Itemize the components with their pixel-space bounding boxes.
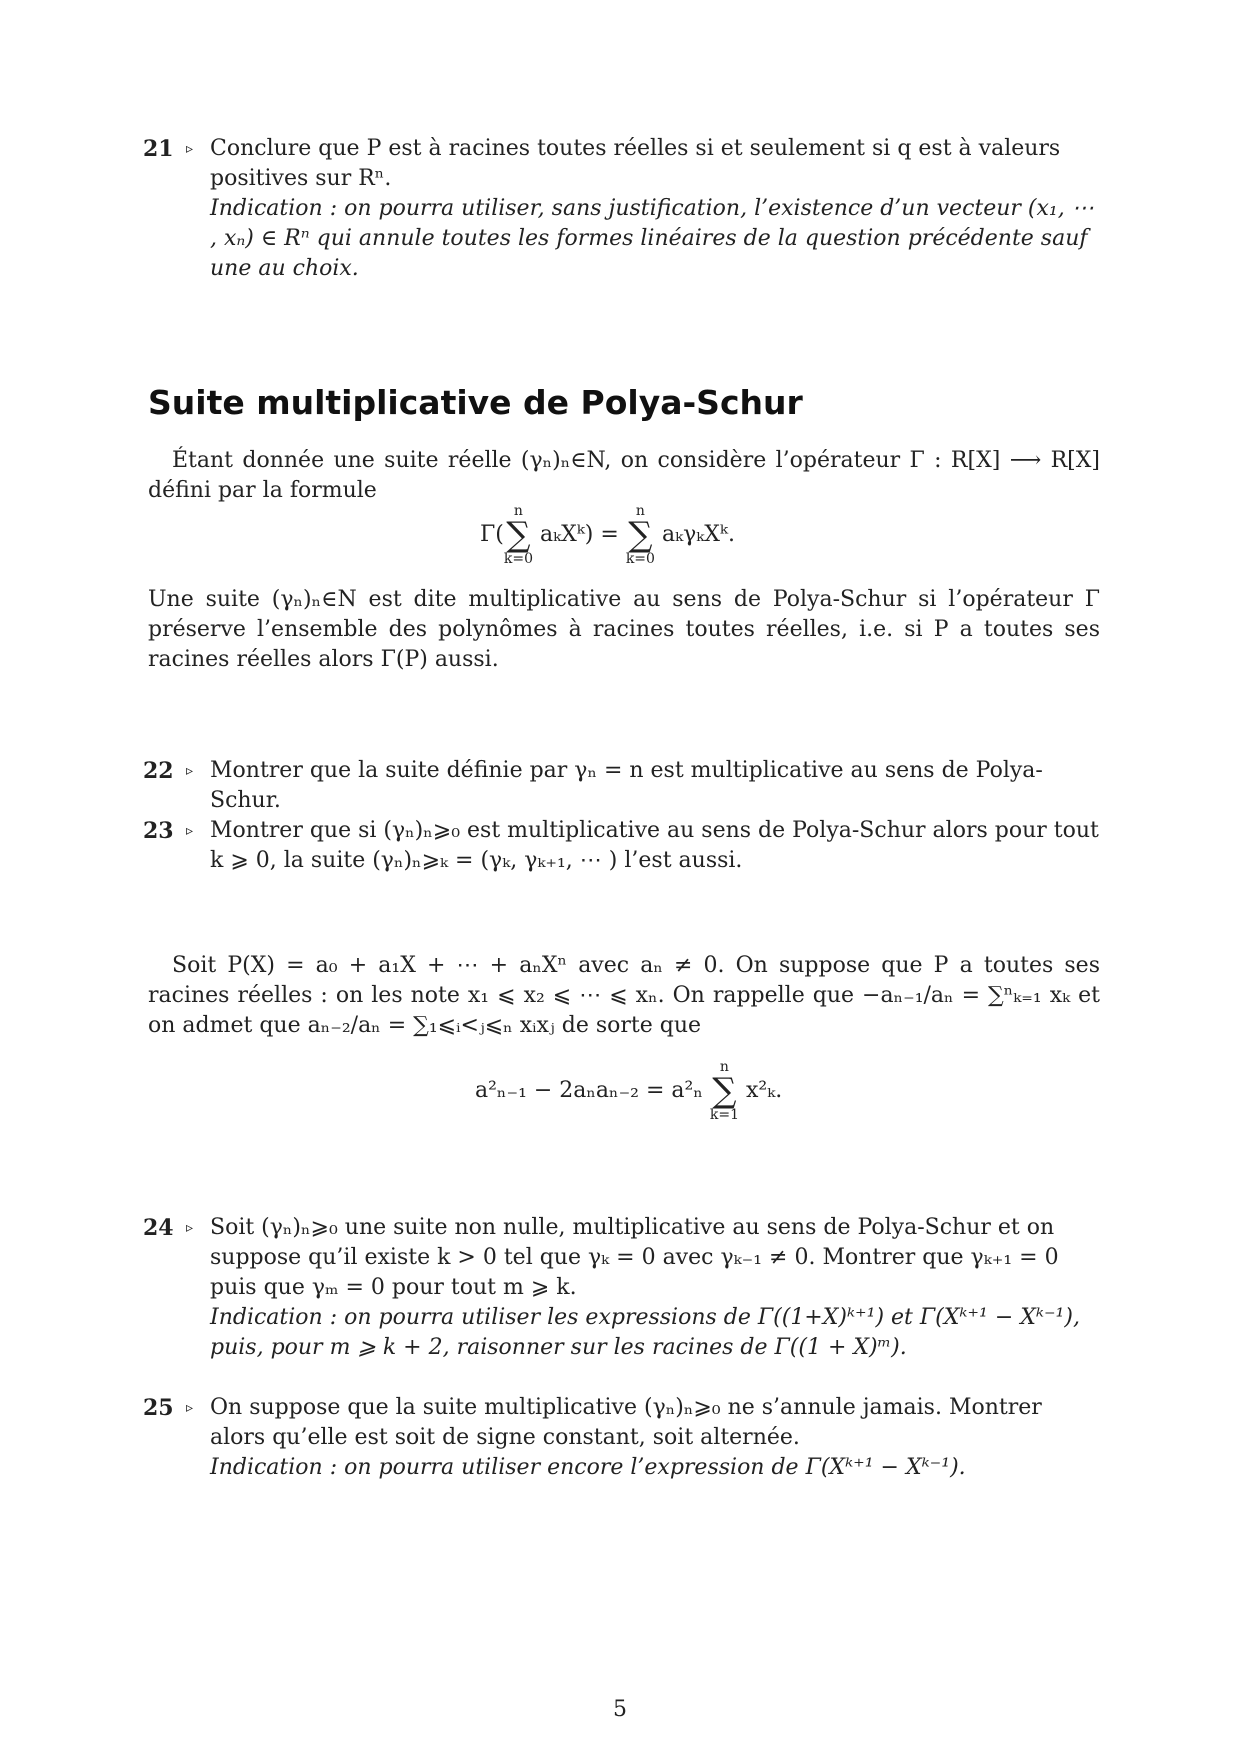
section-title: Suite multiplicative de Polya-Schur	[148, 383, 803, 422]
question-number: 25	[143, 1395, 174, 1421]
soit-paragraph: Soit P(X) = a₀ + a₁X + ⋯ + aₙXⁿ avec aₙ ≠ 0. On suppose que P a toutes ses racines réelles : on les note x₁ ⩽ x₂ ⩽ ⋯ ⩽ xₙ. On rappelle que −aₙ₋₁/aₙ = ∑ⁿₖ₌₁ xₖ et on admet que aₙ₋₂/aₙ = ∑₁⩽ᵢ<ⱼ⩽ₙ xᵢxⱼ de sorte que	[148, 953, 1100, 1038]
sum-formula: a²ₙ₋₁ − 2aₙaₙ₋₂ = a²ₙ n ∑ k=1 x²ₖ.	[475, 1059, 783, 1123]
question-22	[143, 756, 1101, 816]
sum-symbol: n ∑ k=1	[709, 1059, 739, 1123]
arrow-icon: ▹	[186, 1220, 194, 1236]
question-number: 24	[143, 1215, 174, 1241]
question-hint: Indication : on pourra utiliser les expressions de Γ((1+X)ᵏ⁺¹) et Γ(Xᵏ⁺¹ − Xᵏ⁻¹), puis, pour m ⩾ k + 2, raisonner sur les racines de Γ((1 + X)ᵐ).	[210, 1305, 1080, 1360]
arrow-icon: ▹	[186, 823, 194, 839]
question-hint: Indication : on pourra utiliser encore l’expression de Γ(Xᵏ⁺¹ − Xᵏ⁻¹).	[210, 1455, 966, 1480]
intro-paragraph: Étant donnée une suite réelle (γₙ)ₙ∈N, on considère l’opérateur Γ : R[X] ⟶ R[X] défini par la formule	[148, 448, 1100, 503]
question-number: 21	[143, 136, 174, 162]
arrow-icon: ▹	[186, 141, 194, 157]
question-text: On suppose que la suite multiplicative (γₙ)ₙ⩾₀ ne s’annule jamais. Montrer alors qu’elle est soit de signe constant, soit alternée.	[210, 1395, 1042, 1450]
sum-symbol: n ∑ k=0	[503, 503, 533, 567]
question-23	[143, 816, 1101, 876]
question-text: Soit (γₙ)ₙ⩾₀ une suite non nulle, multiplicative au sens de Polya-Schur et on suppose qu’il existe k > 0 tel que γₖ = 0 avec γₖ₋₁ ≠ 0. Montrer que γₖ₊₁ = 0 puis que γₘ = 0 pour tout m ⩾ k.	[210, 1215, 1059, 1300]
question-number: 23	[143, 818, 174, 844]
question-24	[143, 1213, 1101, 1363]
page-number: 5	[613, 1697, 627, 1722]
sum-symbol: n ∑ k=0	[625, 503, 655, 567]
question-21	[143, 134, 1101, 284]
question-text: Conclure que P est à racines toutes réelles si et seulement si q est à valeurs positives sur Rⁿ.	[210, 136, 1061, 191]
arrow-icon: ▹	[186, 763, 194, 779]
question-number: 22	[143, 758, 174, 784]
question-25	[143, 1393, 1101, 1483]
arrow-icon: ▹	[186, 1400, 194, 1416]
gamma-formula: Γ( n ∑ k=0 aₖXᵏ) = n ∑ k=0 aₖγₖXᵏ.	[480, 503, 735, 567]
question-text: Montrer que si (γₙ)ₙ⩾₀ est multiplicative au sens de Polya-Schur alors pour tout k ⩾ 0, la suite (γₙ)ₙ⩾ₖ = (γₖ, γₖ₊₁, ⋯ ) l’est aussi.	[210, 818, 1099, 873]
question-text: Montrer que la suite définie par γₙ = n est multiplicative au sens de Polya-Schur.	[210, 758, 1043, 813]
question-hint: Indication : on pourra utiliser, sans justification, l’existence d’un vecteur (x₁, ⋯ , xₙ) ∈ Rⁿ qui annule toutes les formes linéaires de la question précédente sauf une au choix.	[210, 196, 1094, 281]
definition-paragraph: Une suite (γₙ)ₙ∈N est dite multiplicative au sens de Polya-Schur si l’opérateur Γ préserve l’ensemble des polynômes à racines toutes réelles, i.e. si P a toutes ses racines réelles alors Γ(P) aussi.	[148, 587, 1100, 672]
